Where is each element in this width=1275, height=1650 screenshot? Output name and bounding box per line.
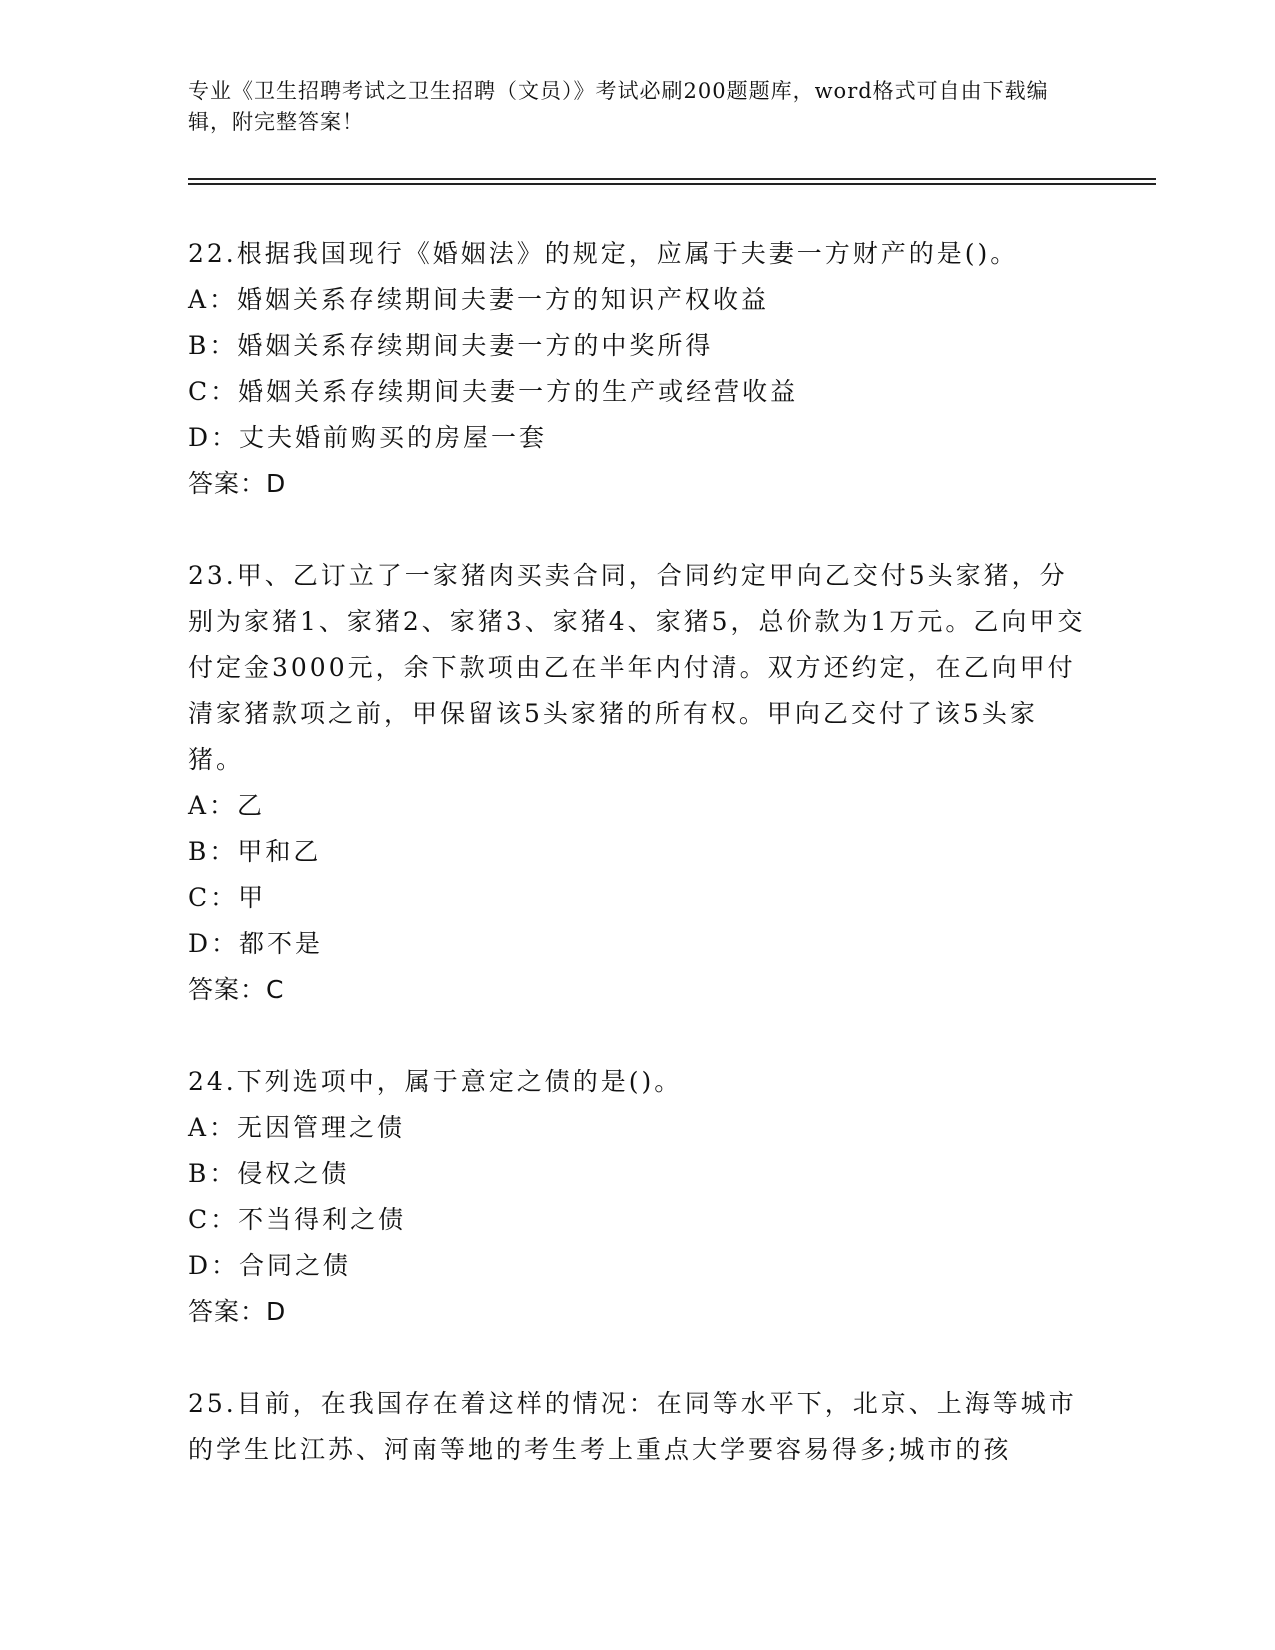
question-stem: 24.下列选项中，属于意定之债的是()。 (188, 1067, 683, 1096)
option-b: B：婚姻关系存续期间夫妻一方的中奖所得 (188, 331, 714, 360)
question-22 (188, 231, 1088, 507)
header-rule-top (188, 178, 1156, 180)
answer-line: 答案：D (188, 1297, 287, 1326)
header-rule-bottom (188, 183, 1156, 185)
option-d: D：合同之债 (188, 1251, 352, 1280)
question-list (188, 231, 1088, 1519)
option-c: C：婚姻关系存续期间夫妻一方的生产或经营收益 (188, 377, 799, 406)
option-c: C：甲 (188, 883, 267, 912)
option-a: A：无因管理之债 (188, 1113, 406, 1142)
question-24 (188, 1059, 1088, 1335)
option-a: A：乙 (188, 791, 266, 820)
option-b: B：甲和乙 (188, 837, 322, 866)
option-c: C：不当得利之债 (188, 1205, 407, 1234)
option-b: B：侵权之债 (188, 1159, 350, 1188)
option-a: A：婚姻关系存续期间夫妻一方的知识产权收益 (188, 285, 770, 314)
answer-line: 答案：D (188, 469, 287, 498)
question-stem: 25.目前，在我国存在着这样的情况：在同等水平下，北京、上海等城市的学生比江苏、河南等地的考生考上重点大学要容易得多;城市的孩 (188, 1389, 1077, 1464)
question-stem: 22.根据我国现行《婚姻法》的规定，应属于夫妻一方财产的是()。 (188, 239, 1019, 268)
option-d: D：丈夫婚前购买的房屋一套 (188, 423, 548, 452)
question-25 (188, 1381, 1088, 1473)
answer-line: 答案：C (188, 975, 285, 1004)
option-d: D：都不是 (188, 929, 324, 958)
document-header: 专业《卫生招聘考试之卫生招聘（文员）》考试必刷200题题库，word格式可自由下载编辑，附完整答案！ (188, 79, 1049, 134)
question-23 (188, 553, 1088, 1013)
question-stem: 23.甲、乙订立了一家猪肉买卖合同，合同约定甲向乙交付5头家猪，分别为家猪1、家猪2、家猪3、家猪4、家猪5，总价款为1万元。乙向甲交付定金3000元，余下款项由乙在半年内付清。双方还约定，在乙向甲付清家猪款项之前，甲保留该5头家猪的所有权。甲向乙交付了该5头家猪。 (188, 561, 1086, 774)
